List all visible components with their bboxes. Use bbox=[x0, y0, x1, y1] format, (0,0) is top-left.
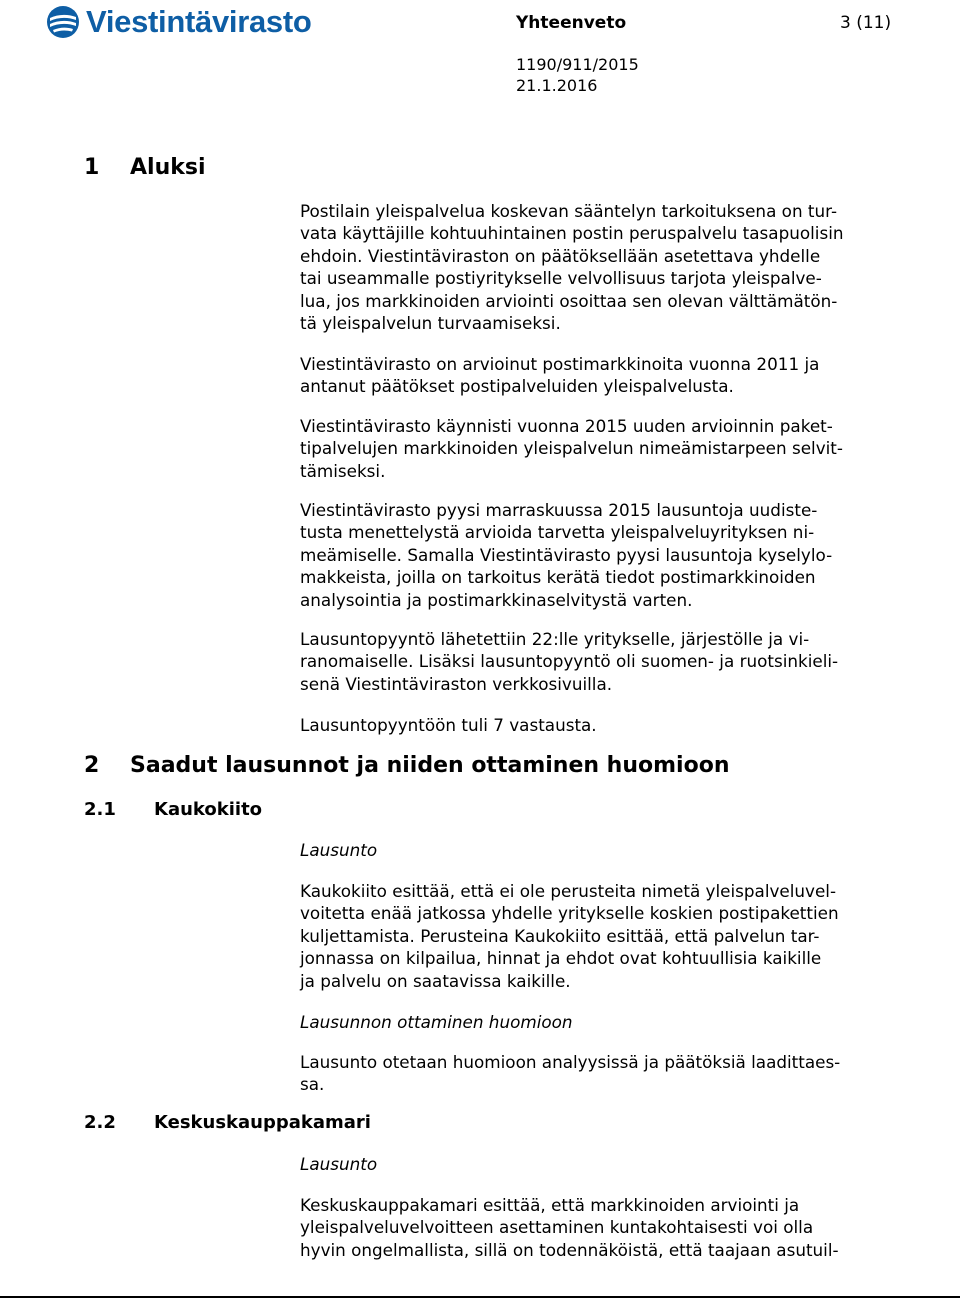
document-date: 21.1.2016 bbox=[516, 76, 598, 95]
text-line: vata käyttäjille kohtuuhintainen postin peruspalvelu tasapuolisin bbox=[300, 223, 844, 244]
paragraph-2015-assessment bbox=[300, 415, 900, 482]
text-line: Viestintävirasto pyysi marraskuussa 2015 lausuntoja uudiste- bbox=[300, 500, 818, 520]
section-number: 2 bbox=[84, 753, 100, 778]
text-line: ehdoin. Viestintäviraston on päätöksellään asetettava yhdelle bbox=[300, 245, 821, 266]
text-line: Viestintävirasto on arvioinut postimarkkinoita vuonna 2011 ja bbox=[300, 354, 820, 374]
text-line: Lausunto otetaan huomioon analyysissä ja päätöksiä laadittaes- bbox=[300, 1052, 841, 1072]
section-title: Aluksi bbox=[130, 155, 206, 180]
text-line: ja palvelu on saatavissa kaikille. bbox=[300, 970, 571, 991]
agency-logo bbox=[46, 4, 312, 40]
text-line: Postilain yleispalvelua koskevan sääntelyn tarkoituksena on tur- bbox=[300, 201, 838, 221]
text-line: tai useammalle postiyritykselle velvollisuus tarjota yleispalve- bbox=[300, 268, 822, 289]
text-line: senä Viestintäviraston verkkosivuilla. bbox=[300, 673, 613, 694]
text-line: Lausuntopyyntöön tuli 7 vastausta. bbox=[300, 715, 597, 735]
kaukokiito-consideration bbox=[300, 1051, 900, 1096]
text-line: ranomaiselle. Lisäksi lausuntopyyntö oli suomen- ja ruotsinkieli- bbox=[300, 651, 839, 672]
section-title: Saadut lausunnot ja niiden ottaminen huomioon bbox=[130, 753, 730, 778]
text-line: tipalvelujen markkinoiden yleispalvelun nimeämistarpeen selvit- bbox=[300, 438, 843, 459]
paragraph-2011-assessment bbox=[300, 353, 900, 398]
kaukokiito-statement-label: Lausunto bbox=[300, 840, 378, 860]
text-line: kuljettamista. Perusteina Kaukokiito esittää, että palvelun tar- bbox=[300, 925, 820, 946]
paragraph-request-sent bbox=[300, 628, 900, 695]
text-line: yleispalveluvelvoitteen asettaminen kuntakohtaisesti voi olla bbox=[300, 1217, 814, 1238]
section-2-1-heading bbox=[84, 799, 262, 820]
section-title: Keskuskauppakamari bbox=[154, 1112, 371, 1133]
logo-text: Viestintävirasto bbox=[86, 4, 312, 39]
text-line: Kaukokiito esittää, että ei ole perusteita nimetä yleispalveluvel- bbox=[300, 881, 837, 901]
text-line: Keskuskauppakamari esittää, että markkinoiden arviointi ja bbox=[300, 1195, 800, 1215]
text-line: lua, jos markkinoiden arviointi osoittaa sen olevan välttämätön- bbox=[300, 290, 838, 311]
section-title: Kaukokiito bbox=[154, 799, 263, 820]
section-number: 2.2 bbox=[84, 1112, 116, 1133]
text-line: antanut päätökset postipalveluiden yleispalvelusta. bbox=[300, 376, 734, 397]
paragraph-intro bbox=[300, 200, 900, 334]
paragraph-consultation bbox=[300, 499, 900, 611]
keskuskauppakamari-statement-label: Lausunto bbox=[300, 1154, 378, 1174]
section-number: 1 bbox=[84, 155, 100, 180]
page-number: 3 (11) bbox=[840, 13, 892, 33]
text-line: tä yleispalvelun turvaamiseksi. bbox=[300, 313, 561, 334]
keskuskauppakamari-statement bbox=[300, 1194, 900, 1261]
document-id: 1190/911/2015 bbox=[516, 55, 639, 74]
section-2-heading bbox=[84, 753, 729, 778]
paragraph-responses bbox=[300, 714, 900, 736]
text-line: meämiselle. Samalla Viestintävirasto pyysi lausuntoja kyselylo- bbox=[300, 544, 833, 565]
kaukokiito-consideration-label: Lausunnon ottaminen huomioon bbox=[300, 1012, 573, 1032]
section-2-2-heading bbox=[84, 1112, 371, 1133]
text-line: makkeista, joilla on tarkoitus kerätä tiedot postimarkkinoiden bbox=[300, 567, 816, 588]
text-line: sa. bbox=[300, 1074, 325, 1095]
text-line: Viestintävirasto käynnisti vuonna 2015 uuden arvioinnin paket- bbox=[300, 416, 833, 436]
kaukokiito-statement bbox=[300, 880, 900, 992]
text-line: Lausuntopyyntö lähetettiin 22:lle yritykselle, järjestölle ja vi- bbox=[300, 629, 810, 649]
document-type: Yhteenveto bbox=[516, 13, 627, 33]
section-number: 2.1 bbox=[84, 799, 116, 820]
section-1-heading bbox=[84, 155, 206, 180]
text-line: voitetta enää jatkossa yhdelle yritykselle koskien postipakettien bbox=[300, 903, 839, 924]
page-bottom-divider bbox=[0, 1296, 960, 1298]
text-line: jonnassa on kilpailua, hinnat ja ehdot ovat kohtuullisia kaikille bbox=[300, 948, 822, 969]
text-line: analysointia ja postimarkkinaselvitystä varten. bbox=[300, 589, 693, 610]
text-line: tusta menettelystä arvioida tarvetta yleispalveluyrityksen ni- bbox=[300, 522, 815, 543]
text-line: hyvin ongelmallista, sillä on todennäköistä, että taajaan asutuil- bbox=[300, 1239, 839, 1260]
logo-emblem-icon bbox=[46, 5, 80, 39]
text-line: tämiseksi. bbox=[300, 460, 386, 481]
